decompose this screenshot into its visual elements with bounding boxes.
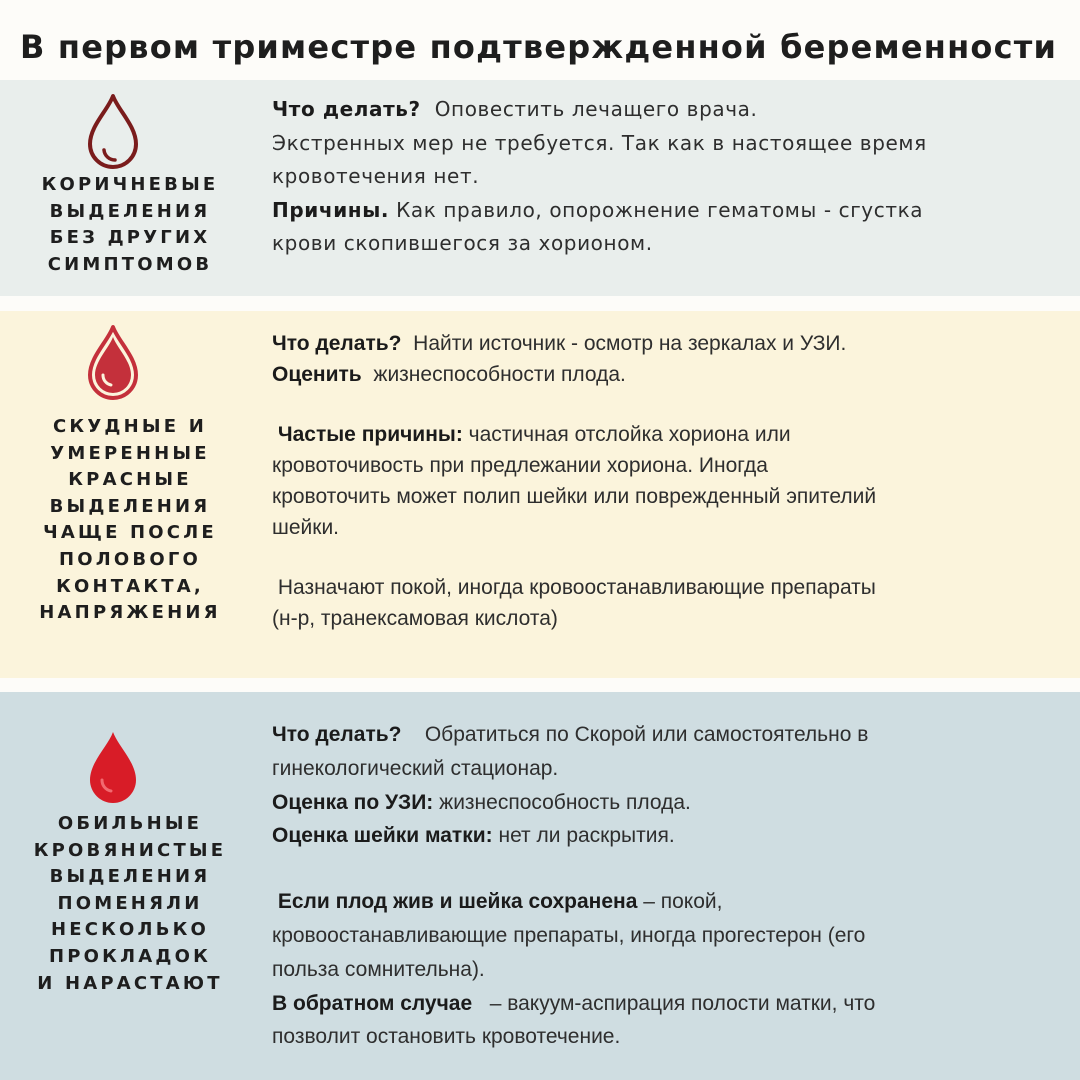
otherwise-line (272, 987, 1072, 1021)
label-line: ПОЛОВОГО (58, 548, 201, 570)
text-line: (н-р, транексамовая кислота) (272, 607, 558, 630)
causes-text: частичная отслойка хориона или (468, 423, 791, 446)
label-line: КОРИЧНЕВЫЕ (41, 174, 219, 195)
label-line: ПОМЕНЯЛИ (57, 892, 203, 914)
section-3-label (10, 811, 250, 997)
section-heavy-discharge (0, 692, 1080, 1080)
text-line: позволит остановить кровотечение. (272, 1025, 621, 1049)
label-line: ВЫДЕЛЕНИЯ (49, 495, 211, 517)
page-title: В первом триместре подтвержденной беременности (20, 28, 1058, 66)
causes-label: Частые причины: (277, 423, 463, 446)
cervix-text: нет ли раскрытия. (498, 824, 675, 848)
label-line: НАПРЯЖЕНИЯ (39, 602, 221, 624)
text-line: крови скопившегося за хорионом. (272, 231, 653, 255)
text-line: кровоточить может полип шейки или поврежденный эпителий (272, 485, 877, 508)
causes-line (272, 194, 1072, 228)
text-line: Экстренных мер не требуется. Так как в настоящее время (272, 130, 927, 155)
causes-text: Как правило, опорожнение гематомы - сгустка (396, 197, 924, 222)
label-line: СИМПТОМОВ (47, 253, 213, 275)
spacer (272, 543, 1072, 572)
section-2-content (272, 328, 1072, 634)
label-line: КОНТАКТА, (56, 575, 204, 597)
otherwise-text: – вакуум-аспирация полости матки, что (489, 991, 876, 1015)
label-line: ОБИЛЬНЫЕ (57, 813, 203, 834)
what-to-do-text: Найти источник - осмотр на зеркалах и УЗИ. (413, 332, 847, 355)
if-alive-line (272, 885, 1072, 919)
what-to-do-label: Что делать? (272, 97, 421, 121)
text-line: кровоточивость при предлежании хориона. Иногда (272, 454, 768, 477)
label-line: НЕСКОЛЬКО (50, 919, 210, 941)
section-light-red-discharge (0, 311, 1080, 678)
ultrasound-line (272, 786, 1072, 820)
spacer (272, 390, 1072, 419)
what-to-do-text: Оповестить лечащего врача. (434, 97, 758, 121)
section-3-content (272, 718, 1072, 1054)
what-to-do-label: Что делать? (272, 332, 402, 355)
blood-drop-half-icon (84, 323, 142, 401)
text-line: польза сомнительна). (272, 957, 485, 981)
text-line: гинекологический стационар. (272, 756, 559, 780)
section-1-content (272, 93, 1072, 261)
section-2-label (10, 414, 250, 627)
if-alive-label: Если плод жив и шейка сохранена (277, 890, 638, 914)
what-to-do-label: Что делать? (272, 723, 402, 746)
label-line: ПРОКЛАДОК (49, 945, 211, 967)
what-to-do-line (272, 93, 1072, 127)
otherwise-label: В обратном случае (272, 991, 473, 1015)
text-line: шейки. (272, 516, 340, 539)
cervix-line (272, 819, 1072, 853)
label-line: УМЕРЕННЫЕ (50, 442, 210, 464)
label-line: ЧАЩЕ ПОСЛЕ (43, 522, 217, 544)
assess-text: жизнеспособности плода. (373, 363, 626, 386)
causes-line (272, 419, 1072, 450)
treatment-line (272, 572, 1072, 603)
text-line: кровоостанавливающие препараты, иногда прогестерон (его (272, 923, 866, 947)
label-line: СКУДНЫЕ И (53, 416, 207, 437)
section-brown-discharge (0, 80, 1080, 296)
assess-line (272, 359, 1072, 390)
blood-drop-filled-icon (84, 728, 142, 806)
label-line: КРАСНЫЕ (68, 469, 192, 491)
what-to-do-text: Обратиться по Скорой или самостоятельно в (424, 723, 869, 746)
blood-drop-outline-icon (84, 92, 142, 170)
treatment-text: Назначают покой, иногда кровоостанавливающие препараты (277, 576, 876, 599)
if-alive-text: – покой, (643, 890, 723, 914)
text-line: кровотечения нет. (272, 164, 480, 188)
label-line: И НАРАСТАЮТ (37, 972, 223, 994)
label-line: КРОВЯНИСТЫЕ (33, 839, 227, 861)
ultrasound-label: Оценка по УЗИ: (272, 790, 434, 814)
causes-label: Причины. (272, 197, 390, 222)
section-1-label (10, 172, 250, 278)
ultrasound-text: жизнеспособность плода. (439, 790, 691, 814)
label-line: БЕЗ ДРУГИХ (49, 227, 211, 249)
assess-label: Оценить (272, 363, 362, 386)
what-to-do-line (272, 328, 1072, 359)
spacer (272, 853, 1072, 885)
cervix-label: Оценка шейки матки: (272, 824, 493, 848)
label-line: ВЫДЕЛЕНИЯ (49, 200, 211, 222)
label-line: ВЫДЕЛЕНИЯ (49, 866, 211, 888)
what-to-do-line (272, 718, 1072, 752)
